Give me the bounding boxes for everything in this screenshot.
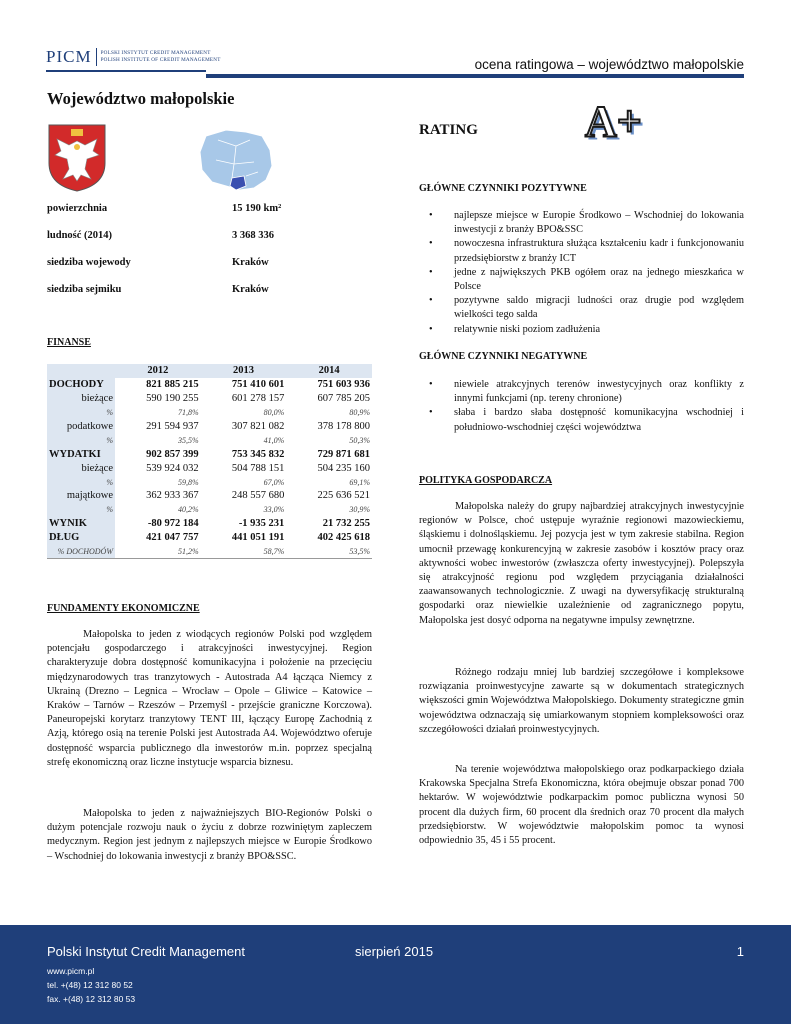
info-value: Kraków — [232, 284, 269, 295]
table-cell: 67,0% — [263, 477, 285, 487]
table-row — [47, 545, 372, 559]
footer-website-link[interactable]: www.picm.pl — [47, 966, 95, 976]
table-row — [47, 392, 372, 406]
table-cell: 41,0% — [263, 435, 285, 445]
polityka-paragraph-2 — [419, 666, 744, 737]
table-cell: 539 924 032 — [146, 462, 199, 474]
table-row — [47, 433, 372, 447]
table-cell: 225 636 521 — [317, 490, 370, 502]
finance-header-row — [47, 364, 372, 378]
info-label: siedziba sejmiku — [47, 284, 122, 295]
document-title: ocena ratingowa – województwo małopolskie — [474, 57, 744, 72]
row-label: bieżące — [47, 461, 115, 475]
info-label: siedziba wojewody — [47, 257, 131, 268]
info-value: 3 368 336 — [232, 230, 274, 241]
table-cell: 441 051 191 — [231, 532, 285, 544]
table-row — [47, 406, 372, 420]
positive-list — [419, 209, 744, 337]
table-cell: 291 594 937 — [146, 421, 199, 432]
fundamenty-paragraph-2 — [47, 807, 372, 864]
fundamenty-heading: FUNDAMENTY EKONOMICZNE — [47, 603, 200, 614]
logo-text: PICM — [46, 47, 92, 66]
table-cell: 51,2% — [115, 545, 201, 559]
header-bar — [206, 74, 744, 78]
info-value: 15 190 km² — [232, 203, 282, 214]
table-row — [47, 489, 372, 503]
table-cell: -80 972 184 — [147, 518, 199, 530]
polityka-text-3: Na terenie województwa małopolskiego oraz podkarpackiego działa Krakowska Specjalna Strefa Ekonomiczna, która obejmuje obszar ponad 700 hektarów. W województwie podkarpackim pomoc publiczna wynosi 50 procent dla dużych firm, 60 procent dla średnich oraz 70 procent dla małych przedsiębiorstw. W województwie małopolskim pomoc ta wynosi odpowiednio 35, 45 i 55 procent. — [419, 764, 744, 847]
table-cell: 80,0% — [263, 408, 285, 418]
polityka-heading: POLITYKA GOSPODARCZA — [419, 475, 553, 486]
table-cell: 33,0% — [263, 505, 285, 515]
row-label: % DOCHODÓW — [47, 545, 115, 559]
table-cell: 753 345 832 — [231, 448, 285, 460]
table-cell: 30,9% — [349, 505, 370, 515]
list-item: • jedne z największych PKB ogółem oraz na jednego mieszkańca w Polsce — [419, 266, 744, 294]
info-row — [47, 284, 281, 311]
table-cell: 601 278 157 — [231, 393, 285, 405]
polityka-text-2: Różnego rodzaju mniej lub bardziej szczegółowe i kompleksowe rozwiązania proinwestycyjne zawarte są w dokumentach strategicznych większości gmin Województwa Małopolskiego. Dokumenty strategiczne gmin województwa odznaczają się umiarkowanym stopniem kompleksowości oraz szczegółowości działań proinwestycyjnych. — [419, 667, 744, 735]
table-cell: 402 425 618 — [317, 532, 370, 544]
info-row — [47, 230, 281, 257]
table-cell: 80,9% — [349, 408, 370, 418]
logo-subtitle — [101, 50, 221, 64]
table-cell: 378 178 800 — [317, 421, 370, 432]
table-row — [47, 517, 372, 531]
list-item: • najlepsze miejsce w Europie Środkowo – Wschodniej do lokowania inwestycji z branży BPO&SSC — [419, 209, 744, 237]
rating-value: A+ — [585, 97, 642, 146]
table-row — [47, 378, 372, 392]
polityka-paragraph-3 — [419, 763, 744, 848]
finance-table — [47, 364, 372, 559]
info-row — [47, 257, 281, 284]
table-cell: 40,2% — [177, 505, 199, 515]
logo-underline — [46, 70, 206, 72]
finance-heading: FINANSE — [47, 337, 91, 348]
row-label: DŁUG — [47, 531, 115, 545]
table-cell: 58,7% — [201, 545, 287, 559]
header-blank-cell — [47, 364, 115, 378]
year-header: 2014 — [286, 364, 372, 378]
year-header: 2012 — [115, 364, 201, 378]
table-cell: 362 933 367 — [146, 490, 199, 502]
table-cell: 729 871 681 — [317, 448, 370, 460]
row-label: DOCHODY — [47, 378, 115, 392]
table-cell: 21 732 255 — [322, 518, 370, 530]
picm-logo — [46, 47, 221, 67]
table-row — [47, 531, 372, 545]
table-cell: 504 788 151 — [231, 462, 285, 474]
poland-map-icon — [196, 126, 276, 194]
table-cell: 590 190 255 — [146, 393, 199, 405]
rating-label: RATING — [419, 122, 478, 138]
info-label: powierzchnia — [47, 203, 108, 214]
logo-separator — [96, 48, 97, 66]
table-row — [47, 503, 372, 517]
coat-of-arms-icon — [47, 123, 107, 193]
table-cell: 53,5% — [286, 545, 372, 559]
row-label: % — [47, 433, 115, 447]
list-item: • słaba i bardzo słaba dostępność komunikacyjna wschodniej i południowo-wschodniej części województwa — [419, 406, 744, 434]
list-item: • relatywnie niski poziom zadłużenia — [419, 323, 744, 337]
table-row — [47, 447, 372, 461]
polityka-paragraph-1 — [419, 500, 744, 628]
row-label: % — [47, 503, 115, 517]
row-label: % — [47, 475, 115, 489]
footer-organization: Polski Instytut Credit Management — [47, 944, 245, 959]
region-info — [47, 203, 281, 311]
negative-heading: GŁÓWNE CZYNNIKI NEGATYWNE — [419, 351, 588, 362]
table-cell: 50,3% — [349, 435, 370, 445]
table-cell: 751 410 601 — [231, 379, 285, 391]
row-label: WYDATKI — [47, 447, 115, 461]
table-cell: 607 785 205 — [317, 393, 370, 405]
list-item: • niewiele atrakcyjnych terenów inwestycyjnych oraz konflikty z innymi funkcjami (np. tereny chronione) — [419, 378, 744, 406]
table-cell: 59,8% — [177, 477, 199, 487]
table-cell: 751 603 936 — [317, 379, 370, 391]
table-cell: 421 047 757 — [146, 532, 199, 544]
list-item: • nowoczesna infrastruktura służąca kształceniu kadr i funkcjonowaniu przedsiębiorstw z branży ICT — [419, 237, 744, 265]
negative-list — [419, 378, 744, 435]
row-label: WYNIK — [47, 517, 115, 531]
table-cell: 821 885 215 — [146, 379, 199, 391]
table-row — [47, 475, 372, 489]
page-footer — [0, 925, 791, 1024]
table-cell: 248 557 680 — [231, 490, 285, 502]
row-label: % — [47, 406, 115, 420]
row-label: podatkowe — [47, 420, 115, 434]
table-cell: 35,5% — [177, 435, 199, 445]
logo-subtitle-en: POLISH INSTITUTE OF CREDIT MANAGEMENT — [100, 57, 221, 63]
info-value: Kraków — [232, 257, 269, 268]
table-cell: 504 235 160 — [317, 462, 370, 474]
table-cell: 69,1% — [349, 477, 370, 487]
row-label: majątkowe — [47, 489, 115, 503]
footer-fax: fax. +(48) 12 312 80 53 — [47, 994, 136, 1004]
polityka-text-1: Małopolska należy do grupy najbardziej atrakcyjnych inwestycyjnie regionów w Polsce, choć ustępuje wyraźnie regionowi mazowieckiemu, śląskiemu i dolnośląskiemu. Jej pozycja jest w tym zakresie stabilna. Region umocnił przewagę konkurencyjną w zakresie zasobów i kosztów pracy oraz aktywności wobec inwestorów (zwłaszcza oferty inwestycyjnej). Polepszyła się atrakcyjność regionu pod względem przyciągania działalności zaawansowanych technologicznie. Z uwagi na dywersyfikację strukturalną gospodarki oraz niewielkie uzależnienie od zagranicznego popytu, Małopolska jest dosyć odporna na negatywne impulsy zewnętrzne. — [419, 501, 744, 626]
table-cell: 902 857 399 — [146, 448, 199, 460]
list-item: • pozytywne saldo migracji ludności oraz drugie pod względem wielkości tego salda — [419, 294, 744, 322]
table-cell: 307 821 082 — [231, 421, 285, 432]
positive-heading: GŁÓWNE CZYNNIKI POZYTYWNE — [419, 183, 587, 194]
fundamenty-text-1: Małopolska to jeden z wiodących regionów Polski pod względem potencjału gospodarczego i atrakcyjności inwestycyjnej. Region charakteryzuje dobra dostępność komunikacyjna i położenie na przecięciu międzynarodowych tras tranzytowych - Autostrada A4 łącząca Niemcy z Ukrainą (Drezno – Legnica – Wrocław – Opole – Gliwice – Katowice – Kraków – Tarnów – Rzeszów – Przemyśl - przejście graniczne Korczowa). Paneuropejski korytarz tranzytowy TENT III, łączący Europę Zachodnią z Azją, którego osią na terenie Polski jest Autostrada A4. Województwo oferuje dostępność wsparcia publicznego dla inwestorów m.in. poprzez specjalną strefę ekonomiczną oraz liczne instytucje wsparcia biznesu. — [47, 629, 372, 768]
table-row — [47, 420, 372, 434]
table-row — [47, 461, 372, 475]
footer-date: sierpień 2015 — [355, 944, 434, 959]
row-label: bieżące — [47, 392, 115, 406]
fundamenty-text-2: Małopolska to jeden z najważniejszych BIO-Regionów Polski o dużym potencjale rozwoju nauk o życiu z dobrze rozwiniętym zapleczem medycznym. Region jest jednym z najlepszych miejsce w Europie Środkowo – Wschodniej do lokowania inwestycji z branży BPO&SSC. — [47, 808, 372, 862]
region-title: Województwo małopolskie — [47, 89, 235, 108]
year-header: 2013 — [201, 364, 287, 378]
fundamenty-paragraph-1 — [47, 628, 372, 770]
page-number: 1 — [736, 944, 744, 959]
info-row — [47, 203, 281, 230]
footer-phone: tel. +(48) 12 312 80 52 — [47, 980, 133, 990]
logo-subtitle-pl: POLSKI INSTYTUT CREDIT MANAGEMENT — [100, 50, 211, 56]
table-cell: 71,8% — [177, 408, 199, 418]
table-cell: -1 935 231 — [238, 518, 285, 530]
info-label: ludność (2014) — [47, 230, 113, 241]
